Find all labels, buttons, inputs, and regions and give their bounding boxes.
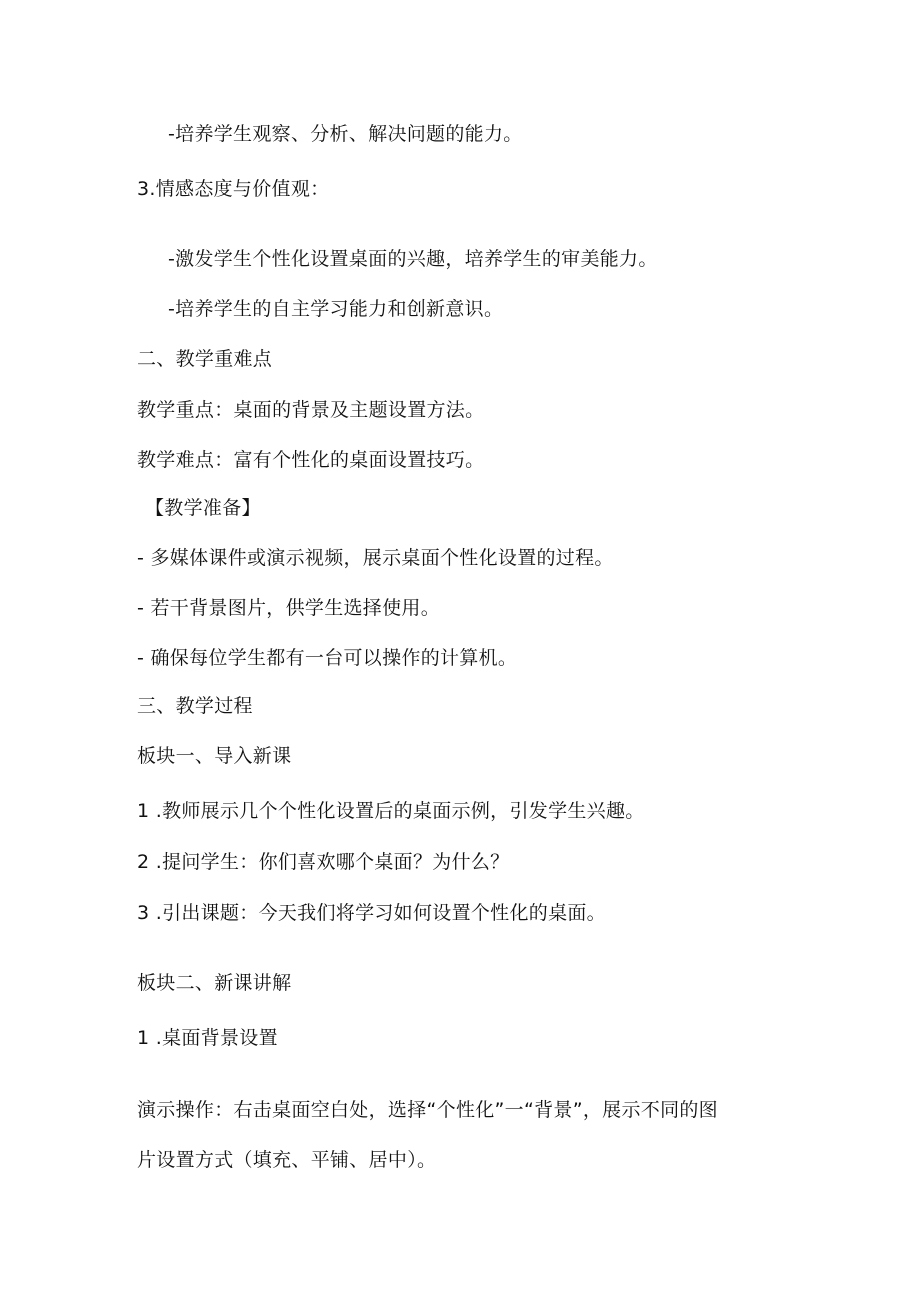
introduction-step-1: 1 .教师展示几个个性化设置后的桌面示例，引发学生兴趣。 bbox=[137, 800, 645, 822]
preparation-item-3: - 确保每位学生都有一台可以操作的计算机。 bbox=[137, 647, 518, 669]
teaching-difficult-point: 教学难点：富有个性化的桌面设置技巧。 bbox=[137, 449, 485, 471]
block-heading-new-lesson: 板块二、新课讲解 bbox=[137, 972, 292, 994]
section-heading-attitude-values: 3.情感态度与价值观： bbox=[137, 178, 330, 200]
section-heading-teaching-process: 三、教学过程 bbox=[137, 695, 253, 717]
teaching-key-point: 教学重点：桌面的背景及主题设置方法。 bbox=[137, 399, 485, 421]
preparation-item-2: - 若干背景图片，供学生选择使用。 bbox=[137, 597, 440, 619]
attitude-objective-item-1: -激发学生个性化设置桌面的兴趣，培养学生的审美能力。 bbox=[168, 248, 658, 270]
demo-operation-line-1: 演示操作：右击桌面空白处，选择“个性化”一“背景”，展示不同的图 bbox=[137, 1099, 718, 1121]
introduction-step-2: 2 .提问学生：你们喜欢哪个桌面？为什么？ bbox=[137, 851, 510, 873]
block-heading-introduction: 板块一、导入新课 bbox=[137, 745, 292, 767]
demo-operation-line-2: 片设置方式（填充、平铺、居中）。 bbox=[137, 1149, 437, 1171]
preparation-item-1: - 多媒体课件或演示视频，展示桌面个性化设置的过程。 bbox=[137, 547, 614, 569]
new-lesson-topic-1: 1 .桌面背景设置 bbox=[137, 1027, 278, 1049]
attitude-objective-item-2: -培养学生的自主学习能力和创新意识。 bbox=[168, 298, 504, 320]
section-heading-preparation: 【教学准备】 bbox=[145, 497, 261, 519]
introduction-step-3: 3 .引出课题：今天我们将学习如何设置个性化的桌面。 bbox=[137, 902, 606, 924]
skill-objective-item: -培养学生观察、分析、解决问题的能力。 bbox=[168, 123, 523, 145]
section-heading-key-difficult-points: 二、教学重难点 bbox=[137, 348, 273, 370]
